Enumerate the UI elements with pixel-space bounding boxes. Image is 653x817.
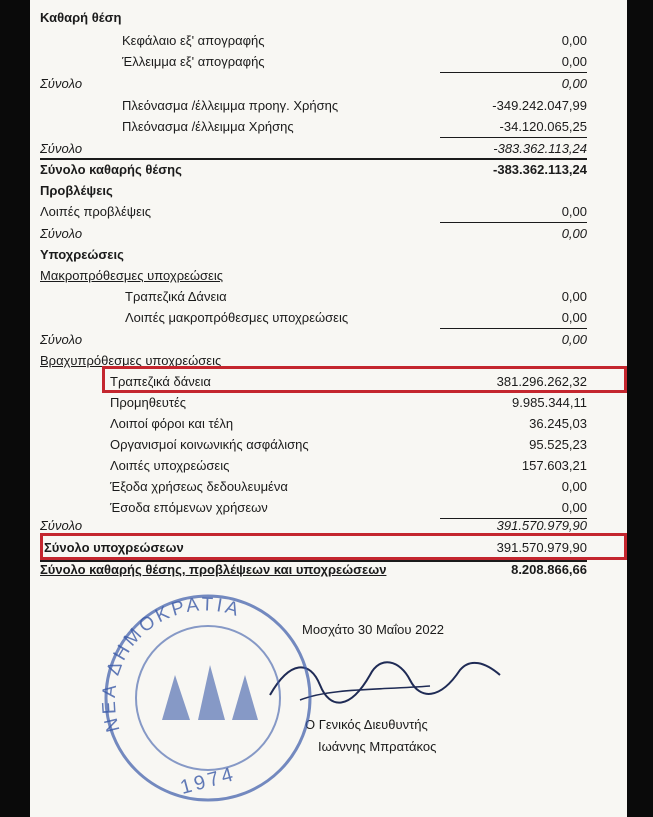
table-row [30,180,627,201]
right-photo-border [627,0,653,817]
row-value: 391.570.979,90 [496,540,587,555]
row-label: Προμηθευτές [110,395,187,410]
table-row [30,392,627,413]
table-row [30,455,627,476]
table-row [30,476,627,497]
row-value: 0,00 [561,33,587,48]
row-label: Σύνολο [40,518,83,533]
row-label: Λοιποί φόροι και τέλη [110,416,234,431]
row-value: 0,00 [561,289,587,304]
row-label: Σύνολο καθαρής θέσης [40,162,182,177]
table-row [30,413,627,434]
row-label: Σύνολο [40,76,83,91]
table-row [30,286,627,307]
row-label: Πλεόνασμα /έλλειμμα Χρήσης [122,119,294,134]
row-label: Βραχυπρόθεσμες υποχρεώσεις [40,353,222,368]
table-row [30,73,627,94]
place-date: Μοσχάτο 30 Μαΐου 2022 [302,622,445,637]
row-label: Έλλειμμα εξ' απογραφής [122,54,265,69]
table-row [30,329,627,350]
row-value: 0,00 [561,479,587,494]
row-value: -383.362.113,24 [493,141,587,156]
table-row [30,307,627,328]
row-label: Οργανισμοί κοινωνικής ασφάλισης [110,437,309,452]
signatory-role: Ο Γενικός Διευθυντής [305,717,428,732]
row-label: Κεφάλαιο εξ' απογραφής [122,33,265,48]
row-label: Σύνολο υποχρεώσεων [44,540,184,555]
row-value: 8.208.866,66 [511,562,587,577]
section-title-row [30,7,627,28]
row-value: -383.362.113,24 [493,162,587,177]
table-row [30,244,627,265]
row-label: Έξοδα χρήσεως δεδουλευμένα [110,479,288,494]
row-value: 0,00 [561,332,587,347]
table-row [30,51,627,72]
table-row [30,559,627,580]
row-label: Λοιπές μακροπρόθεσμες υποχρεώσεις [125,310,349,325]
stamp-year: 1974 [177,763,239,799]
row-value: 381.296.262,32 [496,374,587,389]
row-label: Σύνολο [40,141,83,156]
row-label: Σύνολο [40,226,83,241]
table-row [30,265,627,286]
table-row [30,434,627,455]
row-value: 36.245,03 [529,416,587,431]
row-value: -349.242.047,99 [492,98,587,113]
row-label: Υποχρεώσεις [40,247,124,262]
row-label: Τραπεζικά Δάνεια [125,289,227,304]
row-label: Λοιπές υποχρεώσεις [110,458,230,473]
row-label: Λοιπές προβλέψεις [40,204,152,219]
highlight-bank-loans [102,366,627,393]
row-value: 95.525,23 [529,437,587,452]
row-value: 0,00 [561,310,587,325]
row-label: Τραπεζικά δάνεια [110,374,211,389]
section-title: Καθαρή θέση [40,10,122,25]
table-row [30,223,627,244]
table-row [30,30,627,51]
row-value: 0,00 [561,500,587,515]
row-label: Σύνολο [40,332,83,347]
row-label: Πλεόνασμα /έλλειμμα προηγ. Χρήσης [122,98,339,113]
svg-text:ΝΕΑ ΔΗΜΟΚΡΑΤΙΑ: ΝΕΑ ΔΗΜΟΚΡΑΤΙΑ [98,594,244,735]
row-value: 391.570.979,90 [496,518,587,533]
row-value: 157.603,21 [521,458,587,473]
row-label: Έσοδα επόμενων χρήσεων [110,500,268,515]
left-photo-border [0,0,30,817]
table-row [30,138,627,159]
table-row [30,95,627,116]
row-value: 0,00 [561,226,587,241]
balance-sheet-page [30,0,627,817]
table-row [30,159,627,180]
row-label: Μακροπρόθεσμες υποχρεώσεις [40,268,224,283]
row-value: 9.985.344,11 [512,395,587,410]
signatory-name: Ιωάννης Μπρατάκος [318,739,437,754]
table-row [30,201,627,222]
row-value: 0,00 [561,54,587,69]
row-value: -34.120.065,25 [499,119,587,134]
row-label: Σύνολο καθαρής θέσης, προβλέψεων και υποχρεώσεων [40,562,387,577]
table-row [30,116,627,137]
row-value: 0,00 [561,204,587,219]
row-value: 0,00 [561,76,587,91]
highlight-total-liabilities [40,533,627,560]
row-label: Προβλέψεις [40,183,113,198]
